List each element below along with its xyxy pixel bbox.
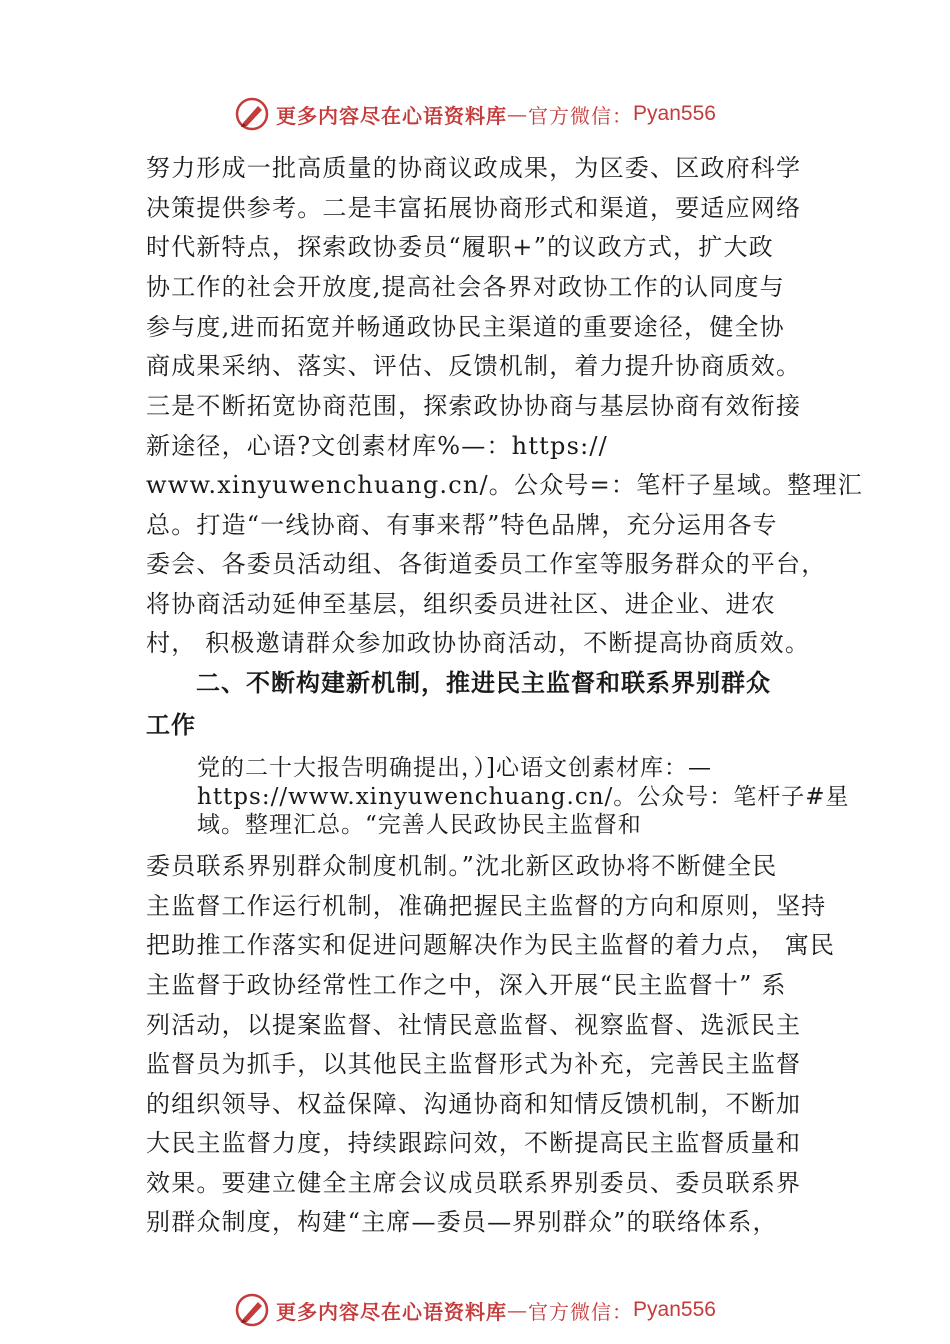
text-line: 效果。要建立健全主席会议成员联系界别委员、委员联系界 (146, 1169, 802, 1197)
pen-logo-icon (234, 96, 270, 132)
text-line: 新途径，心语?文创素材库%—：https:// (146, 432, 608, 460)
banner-official-label: 官方微信： (528, 103, 634, 128)
text-line: 主监督工作运行机制，准确把握民主监督的方向和原则，坚持 (146, 892, 827, 920)
banner-dash: — (507, 102, 529, 126)
quote-line: 党的二十大报告明确提出，）]心语文创素材库：— (197, 755, 712, 781)
text-line: 决策提供参考。二是丰富拓展协商形式和渠道，要适应网络 (146, 194, 802, 222)
text-line: 将协商活动延伸至基层，组织委员进社区、进企业、进农 (146, 590, 776, 618)
text-line: 参与度,进而拓宽并畅通政协民主渠道的重要途径，健全协 (146, 313, 785, 341)
banner-title: 更多内容尽在心语资料库 (276, 1299, 508, 1324)
text-line: 把助推工作落实和促进问题解决作为民主监督的着力点， 寓民 (146, 931, 836, 959)
text-line: 商成果采纳、落实、评估、反馈机制，着力提升协商质效。 (146, 352, 802, 380)
text-line: 村， 积极邀请群众参加政协协商活动，不断提高协商质效。 (146, 629, 811, 657)
text-line: 总。打造“一线协商、有事来帮”特色品牌，充分运用各专 (146, 511, 778, 539)
section-heading: 二、不断构建新机制，推进民主监督和联系界别群众 (196, 669, 771, 697)
text-line: 别群众制度，构建“主席—委员—界别群众”的联络体系， (146, 1208, 778, 1236)
text-line: 委员联系界别群众制度机制。”沈北新区政协将不断健全民 (146, 852, 778, 880)
header-banner (0, 92, 950, 136)
banner-wechat-id: Pyan556 (633, 102, 716, 125)
text-line: 主监督于政协经常性工作之中，深入开展“民主监督十” 系 (146, 971, 787, 999)
text-line: 努力形成一批高质量的协商议政成果，为区委、区政府科学 (146, 154, 802, 182)
text-line: 监督员为抓手，以其他民主监督形式为补充，完善民主监督 (146, 1050, 802, 1078)
text-line: 的组织领导、权益保障、沟通协商和知情反馈机制，不断加 (146, 1090, 802, 1118)
text-line: 列活动，以提案监督、社情民意监督、视察监督、选派民主 (146, 1011, 802, 1039)
banner-official-label: 官方微信： (528, 1299, 634, 1324)
text-line: 协工作的社会开放度,提高社会各界对政协工作的认同度与 (146, 273, 785, 301)
text-line: 大民主监督力度，持续跟踪问效，不断提高民主监督质量和 (146, 1129, 802, 1157)
banner-title: 更多内容尽在心语资料库 (276, 103, 508, 128)
banner-dash: — (507, 1298, 529, 1322)
text-line: 委会、各委员活动组、各街道委员工作室等服务群众的平台， (146, 550, 827, 578)
quote-line: 域。整理汇总。“完善人民政协民主监督和 (197, 812, 642, 838)
pen-logo-icon (234, 1292, 270, 1328)
banner-wechat-id: Pyan556 (633, 1298, 716, 1321)
footer-banner (0, 1288, 950, 1332)
text-line: www.xinyuwenchuang.cn/。公众号=：笔杆子星域。整理汇 (146, 471, 863, 499)
text-line: 三是不断拓宽协商范围，探索政协协商与基层协商有效衔接 (146, 392, 802, 420)
quote-line: https://www.xinyuwenchuang.cn/。公众号：笔杆子#星 (197, 784, 850, 810)
text-line: 时代新特点，探索政协委员“履职+”的议政方式，扩大政 (146, 233, 774, 261)
section-heading-continued: 工作 (146, 711, 196, 739)
